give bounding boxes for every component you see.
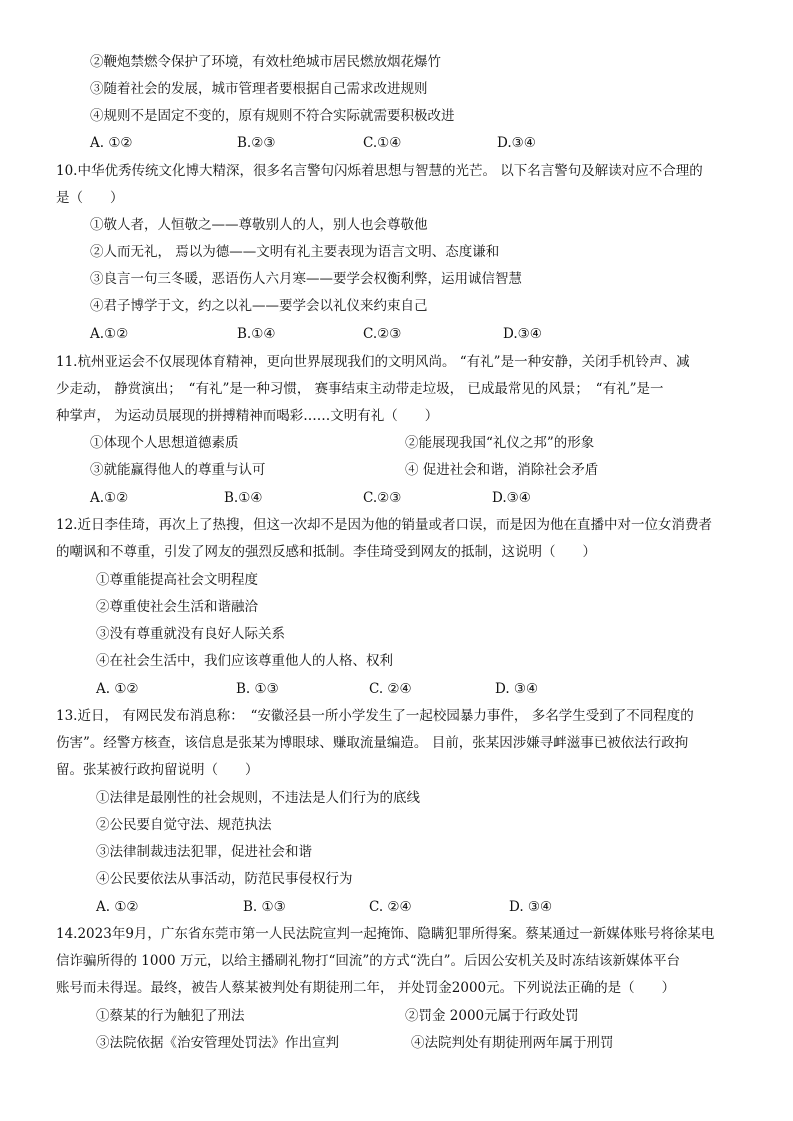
q9-option-3: ③随着社会的发展，城市管理者要根据自己需求改进规则 (90, 81, 428, 97)
q14-option-2: ②罚金 2000元属于行政处罚 (405, 1008, 579, 1024)
q9-option-2: ②鞭炮禁燃令保护了环境，有效杜绝城市居民燃放烟花爆竹 (90, 54, 441, 70)
q13-option-2: ②公民要自觉守法、规范执法 (96, 817, 272, 833)
q13-stem-line-3: 留。张某被行政拘留说明（ ） (56, 762, 259, 778)
q12-stem-line-1: 12.近日李佳琦，再次上了热搜，但这一次却不是因为他的销量或者口误，而是因为他在直播中对一位女消费者 (56, 517, 712, 533)
q11-choice-a: A.①② (90, 490, 129, 506)
q13-choice-b: B. ①③ (243, 899, 286, 915)
q13-stem-line-1: 13.近日， 有网民发布消息称： “安徽泾县一所小学发生了一起校园暴力事件， 多名学生受到了不同程度的 (56, 708, 694, 724)
q11-stem-line-2: 少走动， 静赏演出； “有礼”是一种习惯， 赛事结束主动带走垃圾， 已成最常见的风景； “有礼”是一 (56, 381, 664, 397)
q13-stem-line-2: 伤害”。经警方核查，该信息是张某为博眼球、赚取流量编造。 目前，张某因涉嫌寻衅滋事已被依法行政拘 (56, 735, 689, 751)
q12-choice-a: A. ①② (96, 681, 139, 697)
q11-option-4: ④ 促进社会和谐，消除社会矛盾 (405, 462, 599, 478)
q11-stem-line-3: 种掌声， 为运动员展现的拼搏精神而喝彩……文明有礼（ ） (56, 408, 439, 424)
q13-option-4: ④公民要依法从事活动，防范民事侵权行为 (96, 871, 353, 887)
q13-option-3: ③法律制裁违法犯罪，促进社会和谐 (96, 844, 312, 860)
q11-stem-line-1: 11.杭州亚运会不仅展现体育精神，更向世界展现我们的文明风尚。 “有礼”是一种安静，关闭手机铃声、减 (56, 354, 690, 370)
q14-option-4: ④法院判处有期徒刑两年属于刑罚 (411, 1035, 614, 1051)
q12-option-2: ②尊重使社会生活和谐融洽 (96, 599, 258, 615)
q12-option-4: ④在社会生活中，我们应该尊重他人的人格、权利 (96, 653, 393, 669)
q9-option-4: ④规则不是固定不变的，原有规则不符合实际就需要积极改进 (90, 108, 455, 124)
q9-choice-a: A. ①② (90, 135, 133, 151)
q10-choice-a: A.①② (90, 326, 129, 342)
q13-choice-d: D. ③④ (509, 899, 553, 915)
q10-option-4: ④君子博学于文，约之以礼——要学会以礼仪来约束自己 (90, 298, 428, 314)
q10-stem-line-2: 是（ ） (56, 190, 124, 206)
q12-stem-line-2: 的嘲讽和不尊重，引发了网友的强烈反感和抵制。李佳琦受到网友的抵制，这说明（ ） (56, 544, 596, 560)
q10-option-1: ①敬人者，人恒敬之——尊敬别人的人，别人也会尊敬他 (90, 217, 428, 233)
q10-option-2: ②人而无礼， 焉以为德——文明有礼主要表现为语言文明、态度谦和 (90, 244, 500, 260)
q11-choice-c: C.②③ (363, 490, 402, 506)
q11-choice-b: B.①④ (224, 490, 263, 506)
q11-option-1: ①体现个人思想道德素质 (90, 435, 239, 451)
q13-choice-a: A. ①② (96, 899, 139, 915)
q9-choice-c: C.①④ (363, 135, 402, 151)
q13-option-1: ①法律是最刚性的社会规则，不违法是人们行为的底线 (96, 790, 420, 806)
q14-option-3: ③法院依据《治安管理处罚法》作出宣判 (96, 1035, 339, 1051)
q14-stem-line-3: 账号而未得逞。最终，被告人蔡某被判处有期徒刑二年， 并处罚金2000元。下列说法正确的是（ ） (56, 980, 676, 996)
q13-choice-c: C. ②④ (369, 899, 412, 915)
q12-choice-d: D. ③④ (495, 681, 539, 697)
q9-choice-b: B.②③ (237, 135, 276, 151)
q10-choice-d: D.③④ (503, 326, 542, 342)
q12-choice-c: C. ②④ (369, 681, 412, 697)
q14-stem-line-2: 信诈骗所得的 1000 万元，以给主播刷礼物打“回流”的方式“洗白”。后因公安机关及时冻结该新媒体平台 (56, 953, 681, 969)
q14-option-1: ①蔡某的行为触犯了刑法 (96, 1008, 245, 1024)
q10-choice-b: B.①④ (237, 326, 276, 342)
q12-option-3: ③没有尊重就没有良好人际关系 (96, 626, 285, 642)
q10-choice-c: C.②③ (363, 326, 402, 342)
q12-option-1: ①尊重能提高社会文明程度 (96, 572, 258, 588)
q14-stem-line-1: 14.2023年9月，广东省东莞市第一人民法院宣判一起掩饰、隐瞒犯罪所得案。蔡某通过一新媒体账号将徐某电 (56, 926, 715, 942)
q11-option-3: ③就能赢得他人的尊重与认可 (90, 462, 266, 478)
q12-choice-b: B. ①③ (236, 681, 279, 697)
q9-choice-d: D.③④ (497, 135, 536, 151)
q10-option-3: ③良言一句三冬暖，恶语伤人六月寒——要学会权衡利弊，运用诚信智慧 (90, 271, 522, 287)
q10-stem-line-1: 10.中华优秀传统文化博大精深，很多名言警句闪烁着思想与智慧的光芒。 以下名言警句及解读对应不合理的 (56, 163, 703, 179)
q11-choice-d: D.③④ (492, 490, 531, 506)
q11-option-2: ②能展现我国“礼仪之邦”的形象 (405, 435, 595, 451)
